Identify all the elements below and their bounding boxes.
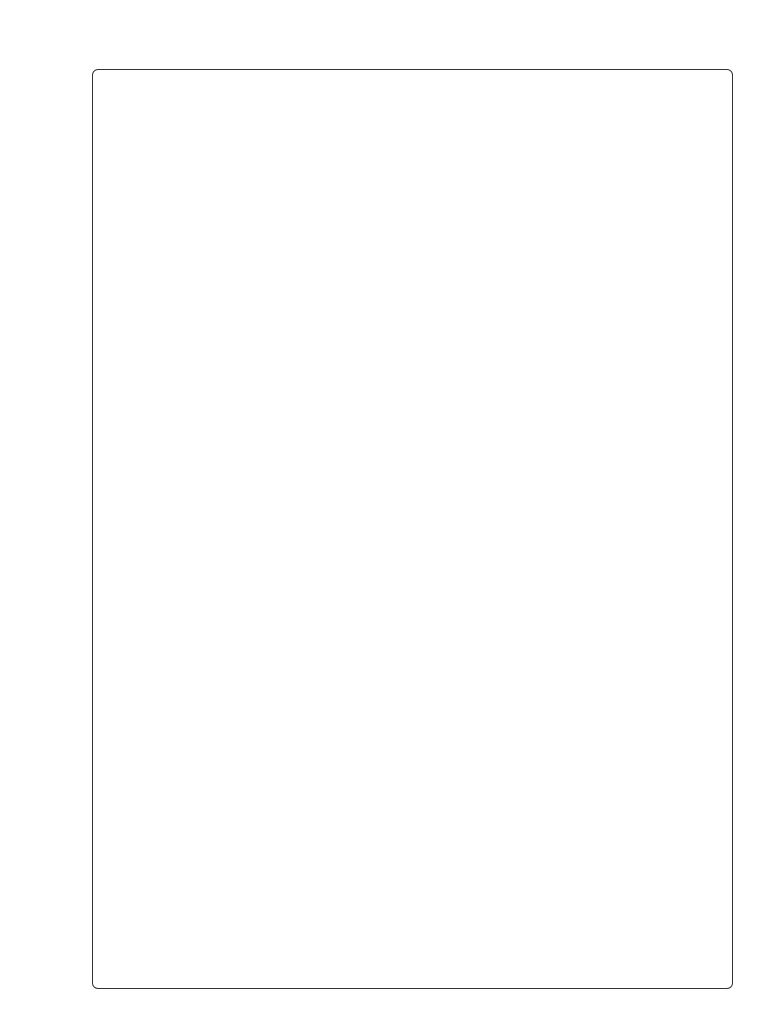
- ledger-form: [92, 69, 733, 989]
